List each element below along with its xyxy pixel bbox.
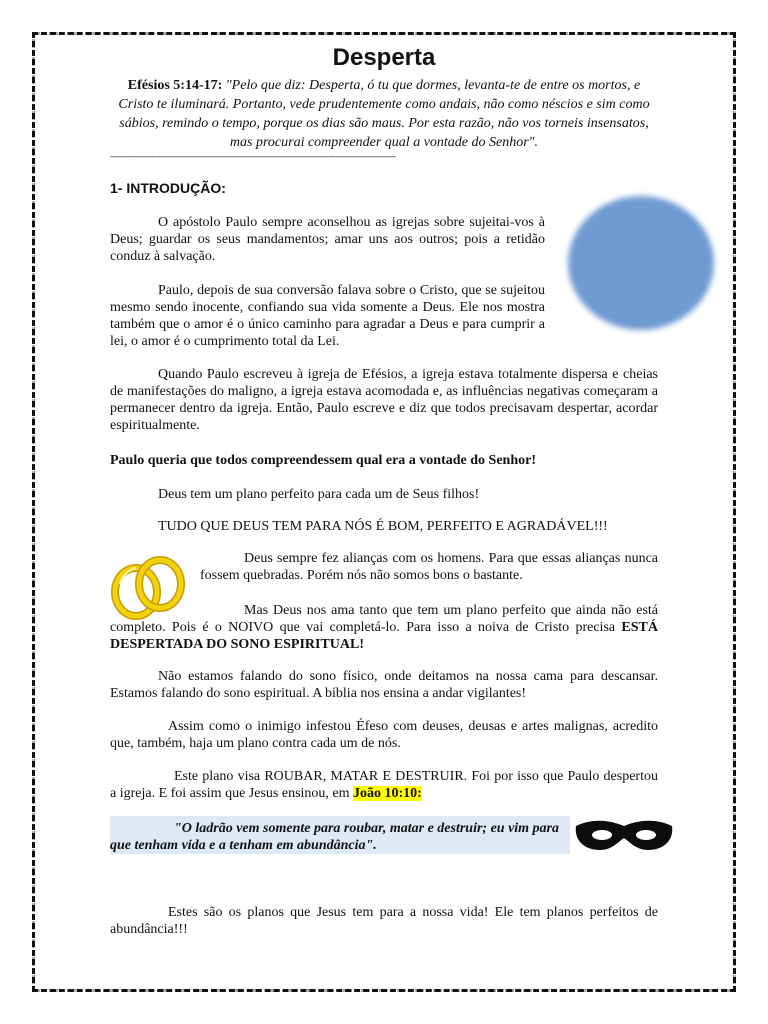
verse-text: "Pelo que diz: Desperta, ó tu que dormes, levanta-te de entre os mortos, e Cristo te iluminará. Portanto, vede prudentemente como andais, não como néscios e sim como sábios, remindo o tempo, porque os dias são maus. Por esta razão, não vos torneis insensatos, mas procurai compreender qual a vontade do Senhor". — [118, 78, 650, 150]
paragraph-11 — [110, 768, 658, 802]
paragraph-12: Estes são os planos que Jesus tem para a nossa vida! Ele tem planos perfeitos de abundância!!! — [110, 905, 658, 937]
verse-reference: Efésios 5:14-17: — [127, 78, 223, 93]
paragraph-9: Não estamos falando do sono físico, onde deitamos na nossa cama para descansar. Estamos falando do sono espiritual. A bíblia nos ensina a andar vigilantes! — [110, 669, 658, 701]
paragraph-4: Paulo queria que todos compreendessem qual era a vontade do Senhor! — [110, 453, 536, 468]
paragraph-7: Deus sempre fez alianças com os homens. Para que essas alianças nunca fossem quebradas. Porém nós não somos bons o bastante. — [200, 551, 658, 583]
paragraph-6: TUDO QUE DEUS TEM PARA NÓS É BOM, PERFEITO E AGRADÁVEL!!! — [158, 519, 608, 534]
paragraph-5: Deus tem um plano perfeito para cada um de Seus filhos! — [158, 487, 480, 502]
epigraph-verse — [110, 76, 658, 152]
blue-blurred-ellipse — [568, 196, 714, 330]
black-eye-mask-icon — [572, 816, 676, 854]
paragraph-8-text: Mas Deus nos ama tanto que tem um plano perfeito que ainda não está completo. Pois é o NOIVO que vai completá-lo. Para isso a noiva de Cristo precisa — [110, 603, 658, 635]
paragraph-8-emphasis: ESTÁ DESPERTADA DO SONO ESPIRITUAL! — [110, 620, 658, 652]
paragraph-2: Paulo, depois de sua conversão falava sobre o Cristo, que se sujeitou mesmo sendo inocente, confiando sua vida somente a Deus. Ele nos mostra também que o amor é o único caminho para agradar a Deus e para cumprir a lei, o amor é o cumprimento total da Lei. — [110, 283, 545, 349]
paragraph-3: Quando Paulo escreveu à igreja de Efésios, a igreja estava totalmente dispersa e cheias de manifestações do maligno, a igreja estava acomodada e, as influências negativas começaram a permanecer dentro da igreja. Então, Paulo escreve e diz que todos precisavam despertar, acordar espiritualmente. — [110, 367, 658, 433]
paragraph-10: Assim como o inimigo infestou Éfeso com deuses, deusas e artes malignas, acredito que, também, haja um plano contra cada um de nós. — [110, 719, 658, 751]
bible-reference-highlight: João 10:10: — [353, 786, 422, 801]
page-title: Desperta — [332, 44, 436, 71]
bible-quote: "O ladrão vem somente para roubar, matar e destruir; eu vim para que tenham vida e a tenham em abundância". — [110, 821, 560, 853]
paragraph-8 — [110, 602, 658, 653]
dashed-divider: ------------------------------------------------------------------------------------------------------------------------------------ — [110, 152, 396, 161]
paragraph-1: O apóstolo Paulo sempre aconselhou as igrejas sobre sujeitai-vos à Deus; guardar os seus mandamentos; amar uns aos outros; pois a retidão conduz à salvação. — [110, 215, 545, 264]
section-heading: 1- INTRODUÇÃO: — [110, 180, 226, 196]
paragraph-11-text: Este plano visa ROUBAR, MATAR E DESTRUIR. Foi por isso que Paulo despertou a igreja. E foi assim que Jesus ensinou, em — [110, 769, 658, 801]
